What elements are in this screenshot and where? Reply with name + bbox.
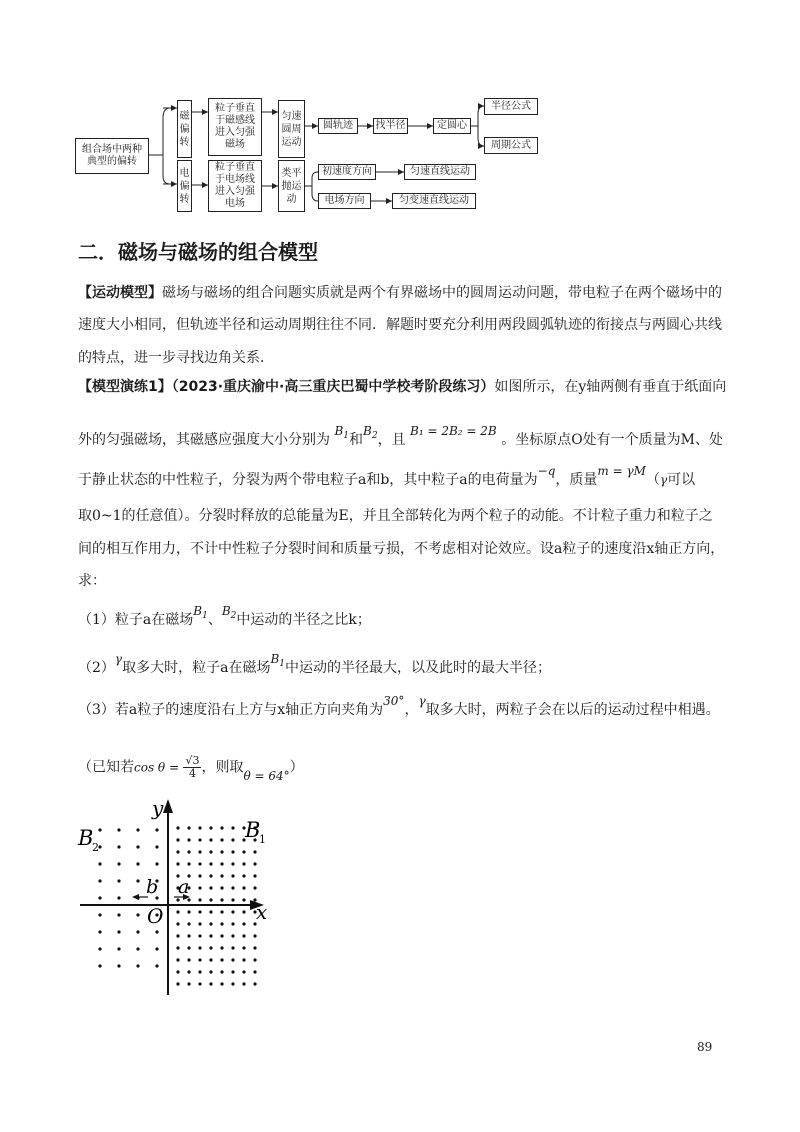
exercise-text-3d: 可以 — [667, 472, 696, 488]
math-B-letter: B — [193, 604, 203, 618]
math-sub-2: 2 — [230, 611, 237, 621]
exercise-source: （2023·重庆渝中·高三重庆巴蜀中学校考阶段练习） — [171, 379, 495, 395]
field-dot-left — [117, 862, 120, 865]
math-mass: m = γM — [597, 464, 646, 478]
field-dot-right — [231, 898, 234, 901]
math-B-letter: B — [221, 604, 231, 618]
flow-find-center-box — [433, 118, 471, 134]
exercise-text-2d: 。坐标原点O处有一个质量为M、处 — [501, 432, 724, 448]
field-dot-right — [198, 934, 201, 937]
math-sub-1: 1 — [279, 659, 286, 669]
particle-a-label: a — [178, 876, 190, 898]
exercise-line-2 — [78, 424, 724, 455]
section-title: 二．磁场与磁场的组合模型 — [78, 240, 318, 264]
field-dot-right — [187, 946, 190, 949]
flowchart — [0, 0, 800, 230]
q3-text-b: ， — [404, 702, 419, 718]
math-field-relation: B₁ = 2B₂ = 2B — [410, 424, 497, 438]
field-dot-right — [209, 874, 212, 877]
flow-electric-condition: 粒子垂直于电场线进入匀强电场 — [215, 162, 255, 209]
field-dot-right — [220, 826, 223, 829]
field-dot-right — [209, 946, 212, 949]
flow-find-center: 定圆心 — [437, 120, 467, 131]
hint-text-c: ） — [289, 759, 304, 776]
field-dot-right — [176, 922, 179, 925]
math-cos: cos θ = — [134, 760, 180, 775]
field-dot-right — [220, 970, 223, 973]
field-dot-right — [242, 922, 245, 925]
flow-magnetic-motion: 匀速圆周运动 — [281, 110, 302, 148]
hint-line — [78, 754, 304, 783]
field-B2-label — [77, 826, 99, 854]
field-dot-left — [117, 930, 120, 933]
field-dot-left — [155, 964, 158, 967]
y-axis-label: y — [152, 796, 164, 820]
field-dot-right — [231, 946, 234, 949]
question-3 — [78, 694, 720, 720]
field-dot-right — [187, 934, 190, 937]
field-dot-right — [209, 970, 212, 973]
exercise-text-2b: 和 — [349, 432, 364, 448]
field-dot-left — [136, 879, 139, 882]
field-dot-right — [198, 898, 201, 901]
q2-text-b: 取多大时，粒子a在磁场 — [122, 660, 271, 676]
math-B-letter: B — [363, 424, 372, 438]
field-dot-right — [220, 874, 223, 877]
field-dot-right — [209, 922, 212, 925]
flow-field-direction: 电场方向 — [324, 195, 365, 206]
flow-radius-formula: 半径公式 — [491, 100, 531, 112]
field-B1-letter: B — [245, 818, 261, 842]
field-dot-right — [242, 958, 245, 961]
field-dot-right — [176, 958, 179, 961]
field-dot-right — [209, 910, 212, 913]
field-dot-right — [209, 898, 212, 901]
field-dot-left — [98, 896, 101, 899]
field-dot-left — [136, 913, 139, 916]
field-dot-left — [98, 964, 101, 967]
field-dot-right — [198, 826, 201, 829]
flow-initial-velocity: 初速度方向 — [322, 166, 372, 177]
field-dot-right — [253, 886, 256, 889]
exercise-text-3c: （ — [645, 472, 660, 488]
q2-text-c: 中运动的半径最大，以及此时的最大半径； — [285, 660, 552, 676]
y-axis-arrow — [163, 799, 173, 813]
field-dot-right — [242, 874, 245, 877]
flow-radius-formula-box — [484, 98, 538, 115]
field-B2-letter: B — [78, 826, 94, 850]
flow-magnetic-box — [177, 100, 192, 158]
field-dot-right — [220, 862, 223, 865]
field-dot-right — [253, 874, 256, 877]
math-B2 — [221, 604, 237, 621]
field-dot-right — [231, 886, 234, 889]
field-dot-right — [242, 946, 245, 949]
flow-root-box — [75, 138, 149, 174]
field-dot-right — [253, 862, 256, 865]
exercise-text-2a: 外的匀强磁场，其磁感应强度大小分别为 — [78, 432, 330, 448]
q1-text-a: （1）粒子a在磁场 — [78, 612, 194, 628]
field-dot-right — [209, 886, 212, 889]
math-30deg: 30° — [383, 694, 405, 708]
field-dot-right — [253, 958, 256, 961]
math-B-letter: B — [334, 424, 344, 438]
exercise-text-4: 取0~1的任意值）。分裂时释放的总能量为E，并且全部转化为两个粒子的动能。不计粒子重力和粒子之 — [78, 508, 713, 524]
field-dot-left — [136, 964, 139, 967]
math-sub-2: 2 — [371, 431, 378, 441]
exercise-text-3a: 于静止状态的中性粒子，分裂为两个带电粒子a和b，其中粒子a的电荷量为 — [78, 472, 538, 488]
flow-find-radius: 找半径 — [375, 120, 406, 131]
field-dot-right — [242, 970, 245, 973]
math-gamma: γ — [418, 694, 426, 708]
flow-initial-velocity-box — [318, 164, 376, 180]
field-dot-right — [220, 898, 223, 901]
field-dot-left — [136, 947, 139, 950]
field-dot-right — [231, 910, 234, 913]
math-B2 — [363, 424, 378, 441]
field-dot-left — [117, 896, 120, 899]
field-dot-right — [220, 922, 223, 925]
field-dot-right — [231, 922, 234, 925]
exercise-line-3 — [78, 464, 696, 490]
field-dot-right — [209, 826, 212, 829]
field-dot-right — [209, 982, 212, 985]
field-dot-right — [220, 946, 223, 949]
field-dot-right — [242, 850, 245, 853]
model-line-2 — [78, 315, 722, 335]
model-text-1: 磁场与磁场的组合问题实质就是两个有界磁场中的圆周运动问题，带电粒子在两个磁场中的 — [162, 285, 722, 301]
field-dot-right — [198, 886, 201, 889]
field-dot-left — [136, 862, 139, 865]
field-dot-left — [136, 828, 139, 831]
exercise-text-3b: ，质量 — [555, 472, 598, 488]
field-dot-right — [187, 898, 190, 901]
exercise-line-4 — [78, 506, 713, 526]
field-dot-left — [117, 879, 120, 882]
flow-accel-linear-box — [392, 193, 476, 209]
field-dot-right — [198, 874, 201, 877]
field-dot-right — [176, 982, 179, 985]
math-B-letter: B — [270, 652, 280, 666]
field-dot-right — [187, 862, 190, 865]
field-dot-right — [253, 982, 256, 985]
flow-field-direction-box — [318, 193, 371, 209]
flow-period-formula: 周期公式 — [491, 139, 531, 151]
field-dot-right — [176, 910, 179, 913]
field-dot-left — [98, 947, 101, 950]
math-gamma: γ — [114, 652, 123, 666]
field-B2-sub: 2 — [92, 841, 99, 854]
exercise-text-5: 间的相互作用力，不计中性粒子分裂时间和质量亏损，不考虑相对论效应。设a粒子的速度沿x轴正方向， — [78, 541, 725, 557]
flow-period-formula-box — [484, 137, 538, 154]
field-dot-right — [198, 922, 201, 925]
hint-text-a: （已知若 — [78, 759, 134, 776]
field-dot-right — [220, 910, 223, 913]
field-dot-right — [220, 958, 223, 961]
field-dot-right — [198, 982, 201, 985]
field-dot-right — [231, 862, 234, 865]
field-dot-right — [231, 970, 234, 973]
field-dot-left — [155, 947, 158, 950]
particle-b-label: b — [146, 876, 159, 898]
math-gamma: γ — [659, 473, 668, 487]
q3-text-a: （3）若a粒子的速度沿右上方与x轴正方向夹角为 — [78, 702, 384, 718]
model-line-3 — [78, 348, 274, 368]
field-dot-left — [155, 845, 158, 848]
field-dot-left — [98, 862, 101, 865]
field-dot-right — [198, 838, 201, 841]
math-sub-1: 1 — [343, 431, 350, 441]
flow-uniform-linear-box — [404, 164, 476, 180]
field-dot-left — [98, 879, 101, 882]
field-dot-left — [117, 845, 120, 848]
flow-electric-label: 电偏转 — [179, 167, 190, 205]
field-dot-right — [176, 838, 179, 841]
exercise-text-6: 求： — [78, 573, 106, 589]
flow-circle-track: 圆轨迹 — [323, 120, 353, 131]
field-dot-right — [176, 970, 179, 973]
field-dot-right — [253, 970, 256, 973]
model-text-3: 的特点，进一步寻找边角关系． — [78, 350, 274, 366]
exercise-tag: 【模型演练1】 — [78, 379, 172, 395]
field-dot-right — [198, 850, 201, 853]
field-dot-right — [176, 826, 179, 829]
page-number: 89 — [697, 1040, 713, 1054]
model-text-2: 速度大小相同，但轨迹半径和运动周期往往不同．解题时要充分利用两段圆弧轨迹的衔接点与两圆心共线 — [78, 317, 722, 333]
question-2 — [78, 652, 552, 683]
field-dot-left — [117, 947, 120, 950]
exercise-text-1: 如图所示，在y轴两侧有垂直于纸面向 — [494, 379, 727, 395]
q1-text-b: 、 — [207, 612, 222, 628]
field-dot-right — [242, 910, 245, 913]
flow-electric-box — [177, 160, 192, 212]
field-dot-right — [242, 886, 245, 889]
field-dot-right — [231, 826, 234, 829]
field-dot-right — [198, 910, 201, 913]
hint-text-b: ，则取 — [201, 759, 244, 776]
question-1 — [78, 604, 371, 635]
field-dot-left — [117, 828, 120, 831]
field-dot-left — [155, 828, 158, 831]
field-dot-right — [231, 934, 234, 937]
field-dot-right — [231, 982, 234, 985]
field-dot-right — [209, 934, 212, 937]
exercise-line-5 — [78, 539, 724, 559]
field-dot-left — [155, 862, 158, 865]
field-dot-right — [187, 958, 190, 961]
model-tag: 【运动模型】 — [78, 285, 162, 301]
flow-accel-linear: 匀变速直线运动 — [399, 195, 469, 206]
field-dot-left — [98, 930, 101, 933]
field-dot-right — [176, 898, 179, 901]
math-fraction — [183, 755, 201, 780]
math-B1 — [270, 652, 286, 669]
field-dot-right — [198, 946, 201, 949]
math-B1 — [334, 424, 350, 441]
flow-circle-track-box — [318, 118, 358, 134]
field-dot-right — [198, 862, 201, 865]
exercise-line-6 — [78, 571, 106, 591]
field-dot-left — [155, 930, 158, 933]
field-dot-right — [220, 886, 223, 889]
x-axis-label: x — [256, 900, 268, 924]
exercise-text-2c: ，且 — [377, 432, 406, 448]
field-dot-right — [231, 838, 234, 841]
math-theta: θ = 64° — [243, 768, 290, 783]
math-B1 — [193, 604, 208, 621]
flow-magnetic-motion-box — [278, 100, 305, 158]
field-dot-right — [220, 934, 223, 937]
field-dot-right — [198, 970, 201, 973]
field-dot-right — [187, 910, 190, 913]
field-dot-right — [187, 970, 190, 973]
field-dot-right — [176, 946, 179, 949]
field-dot-right — [187, 850, 190, 853]
math-sqrt3: √3 — [185, 754, 200, 767]
coordinate-figure — [70, 795, 290, 1005]
field-dot-right — [209, 838, 212, 841]
math-sub-1: 1 — [202, 611, 208, 621]
flow-find-radius-box — [373, 118, 408, 134]
field-dot-right — [242, 862, 245, 865]
math-charge: −q — [537, 464, 556, 478]
flow-uniform-linear: 匀速直线运动 — [410, 166, 470, 177]
q3-text-c: 取多大时，两粒子会在以后的运动过程中相遇。 — [425, 702, 720, 718]
field-dot-right — [231, 958, 234, 961]
field-dot-right — [220, 838, 223, 841]
field-dot-right — [187, 982, 190, 985]
model-line-1 — [78, 283, 722, 303]
field-dot-right — [253, 850, 256, 853]
field-dot-right — [231, 874, 234, 877]
field-dot-left — [117, 913, 120, 916]
field-dot-left — [136, 930, 139, 933]
field-dot-right — [220, 850, 223, 853]
field-dot-right — [220, 982, 223, 985]
field-dot-right — [187, 826, 190, 829]
q1-text-c: 中运动的半径之比k； — [236, 612, 371, 628]
flow-electric-motion: 类平抛运动 — [281, 167, 302, 205]
flow-magnetic-condition: 粒子垂直于磁感线进入匀强磁场 — [215, 103, 255, 150]
field-dot-left — [117, 964, 120, 967]
exercise-line-1 — [78, 377, 726, 397]
flow-electric-motion-box — [278, 160, 305, 212]
field-dot-right — [253, 934, 256, 937]
field-B1-label — [244, 818, 266, 846]
math-four: 4 — [188, 767, 196, 780]
field-dot-right — [209, 850, 212, 853]
field-dot-right — [231, 850, 234, 853]
field-dot-right — [253, 946, 256, 949]
field-dot-right — [242, 898, 245, 901]
field-dot-right — [209, 862, 212, 865]
flow-magnetic-label: 磁偏转 — [179, 110, 190, 148]
flow-electric-condition-box — [208, 160, 262, 212]
field-dot-right — [242, 982, 245, 985]
flow-root-label: 组合场中两种典型的偏转 — [82, 144, 142, 167]
field-dot-right — [187, 838, 190, 841]
particle-b-arrowhead — [132, 894, 139, 900]
field-dot-right — [176, 862, 179, 865]
field-dot-right — [187, 922, 190, 925]
origin-label: O — [147, 904, 164, 928]
field-dot-left — [136, 845, 139, 848]
field-dot-right — [198, 958, 201, 961]
flow-magnetic-condition-box — [208, 98, 262, 156]
q2-text-a: （2） — [78, 660, 115, 676]
field-dot-right — [176, 934, 179, 937]
field-dot-right — [176, 850, 179, 853]
field-B1-sub: 1 — [259, 833, 266, 846]
field-dot-left — [98, 913, 101, 916]
field-dot-right — [242, 934, 245, 937]
field-dot-right — [209, 958, 212, 961]
field-dot-left — [98, 828, 101, 831]
